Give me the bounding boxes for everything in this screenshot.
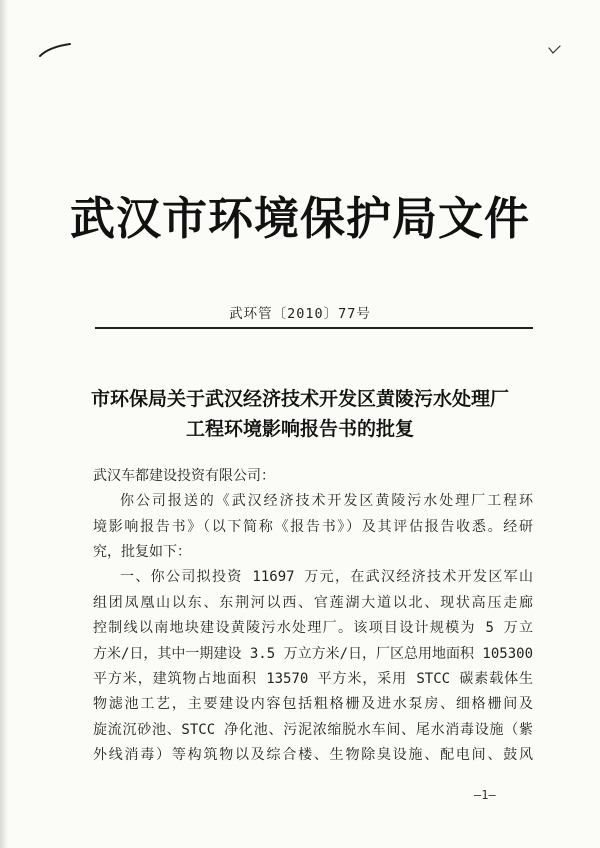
document-number: 武环管〔2010〕77号 [229,306,371,322]
body-line: 平方米，建筑物占地面积 13570 平方米，采用 STCC 碳素载体生 [93,671,533,687]
header-divider [95,327,533,329]
body-line: 境影响报告书》（以下简称《报告书》）及其评估报告收悉。经研 [93,519,533,535]
body-line: 究，批复如下： [93,544,191,560]
body-line: 旋流沉砂池、STCC 净化池、污泥浓缩脱水车间、尾水消毒设施（紫 [93,722,533,738]
body-line: 你公司报送的《武汉经济技术开发区黄陵污水处理厂工程环 [120,493,533,509]
pen-mark-icon [38,40,74,60]
addressee: 武汉车都建设投资有限公司： [93,468,275,484]
subject-line-1: 市环保局关于武汉经济技术开发区黄陵污水处理厂 [90,388,509,410]
body-line: 外线消毒）等构筑物以及综合楼、生物除臭设施、配电间、鼓风 [93,747,533,763]
subject-line-2: 工程环境影响报告书的批复 [185,418,414,440]
body-line: 物滤池工艺，主要建设内容包括粗格栅及进水泵房、细格栅间及 [93,696,533,712]
issuer-title: 武汉市环境保护局文件 [69,192,530,245]
body-line: 控制线以南地块建设黄陵污水处理厂。该项目设计规模为 5 万立 [93,620,533,636]
check-mark-icon [548,44,562,56]
page-number: —1— [474,788,496,802]
body-line: 组团凤凰山以东、东荆河以西、官莲湖大道以北、现状高压走廊 [93,595,533,611]
body-line: 方米/日，其中一期建设 3.5 万立方米/日，厂区总用地面积 105300 [93,646,533,662]
body-line: 一、你公司拟投资 11697 万元，在武汉经济技术开发区军山 [120,569,533,585]
